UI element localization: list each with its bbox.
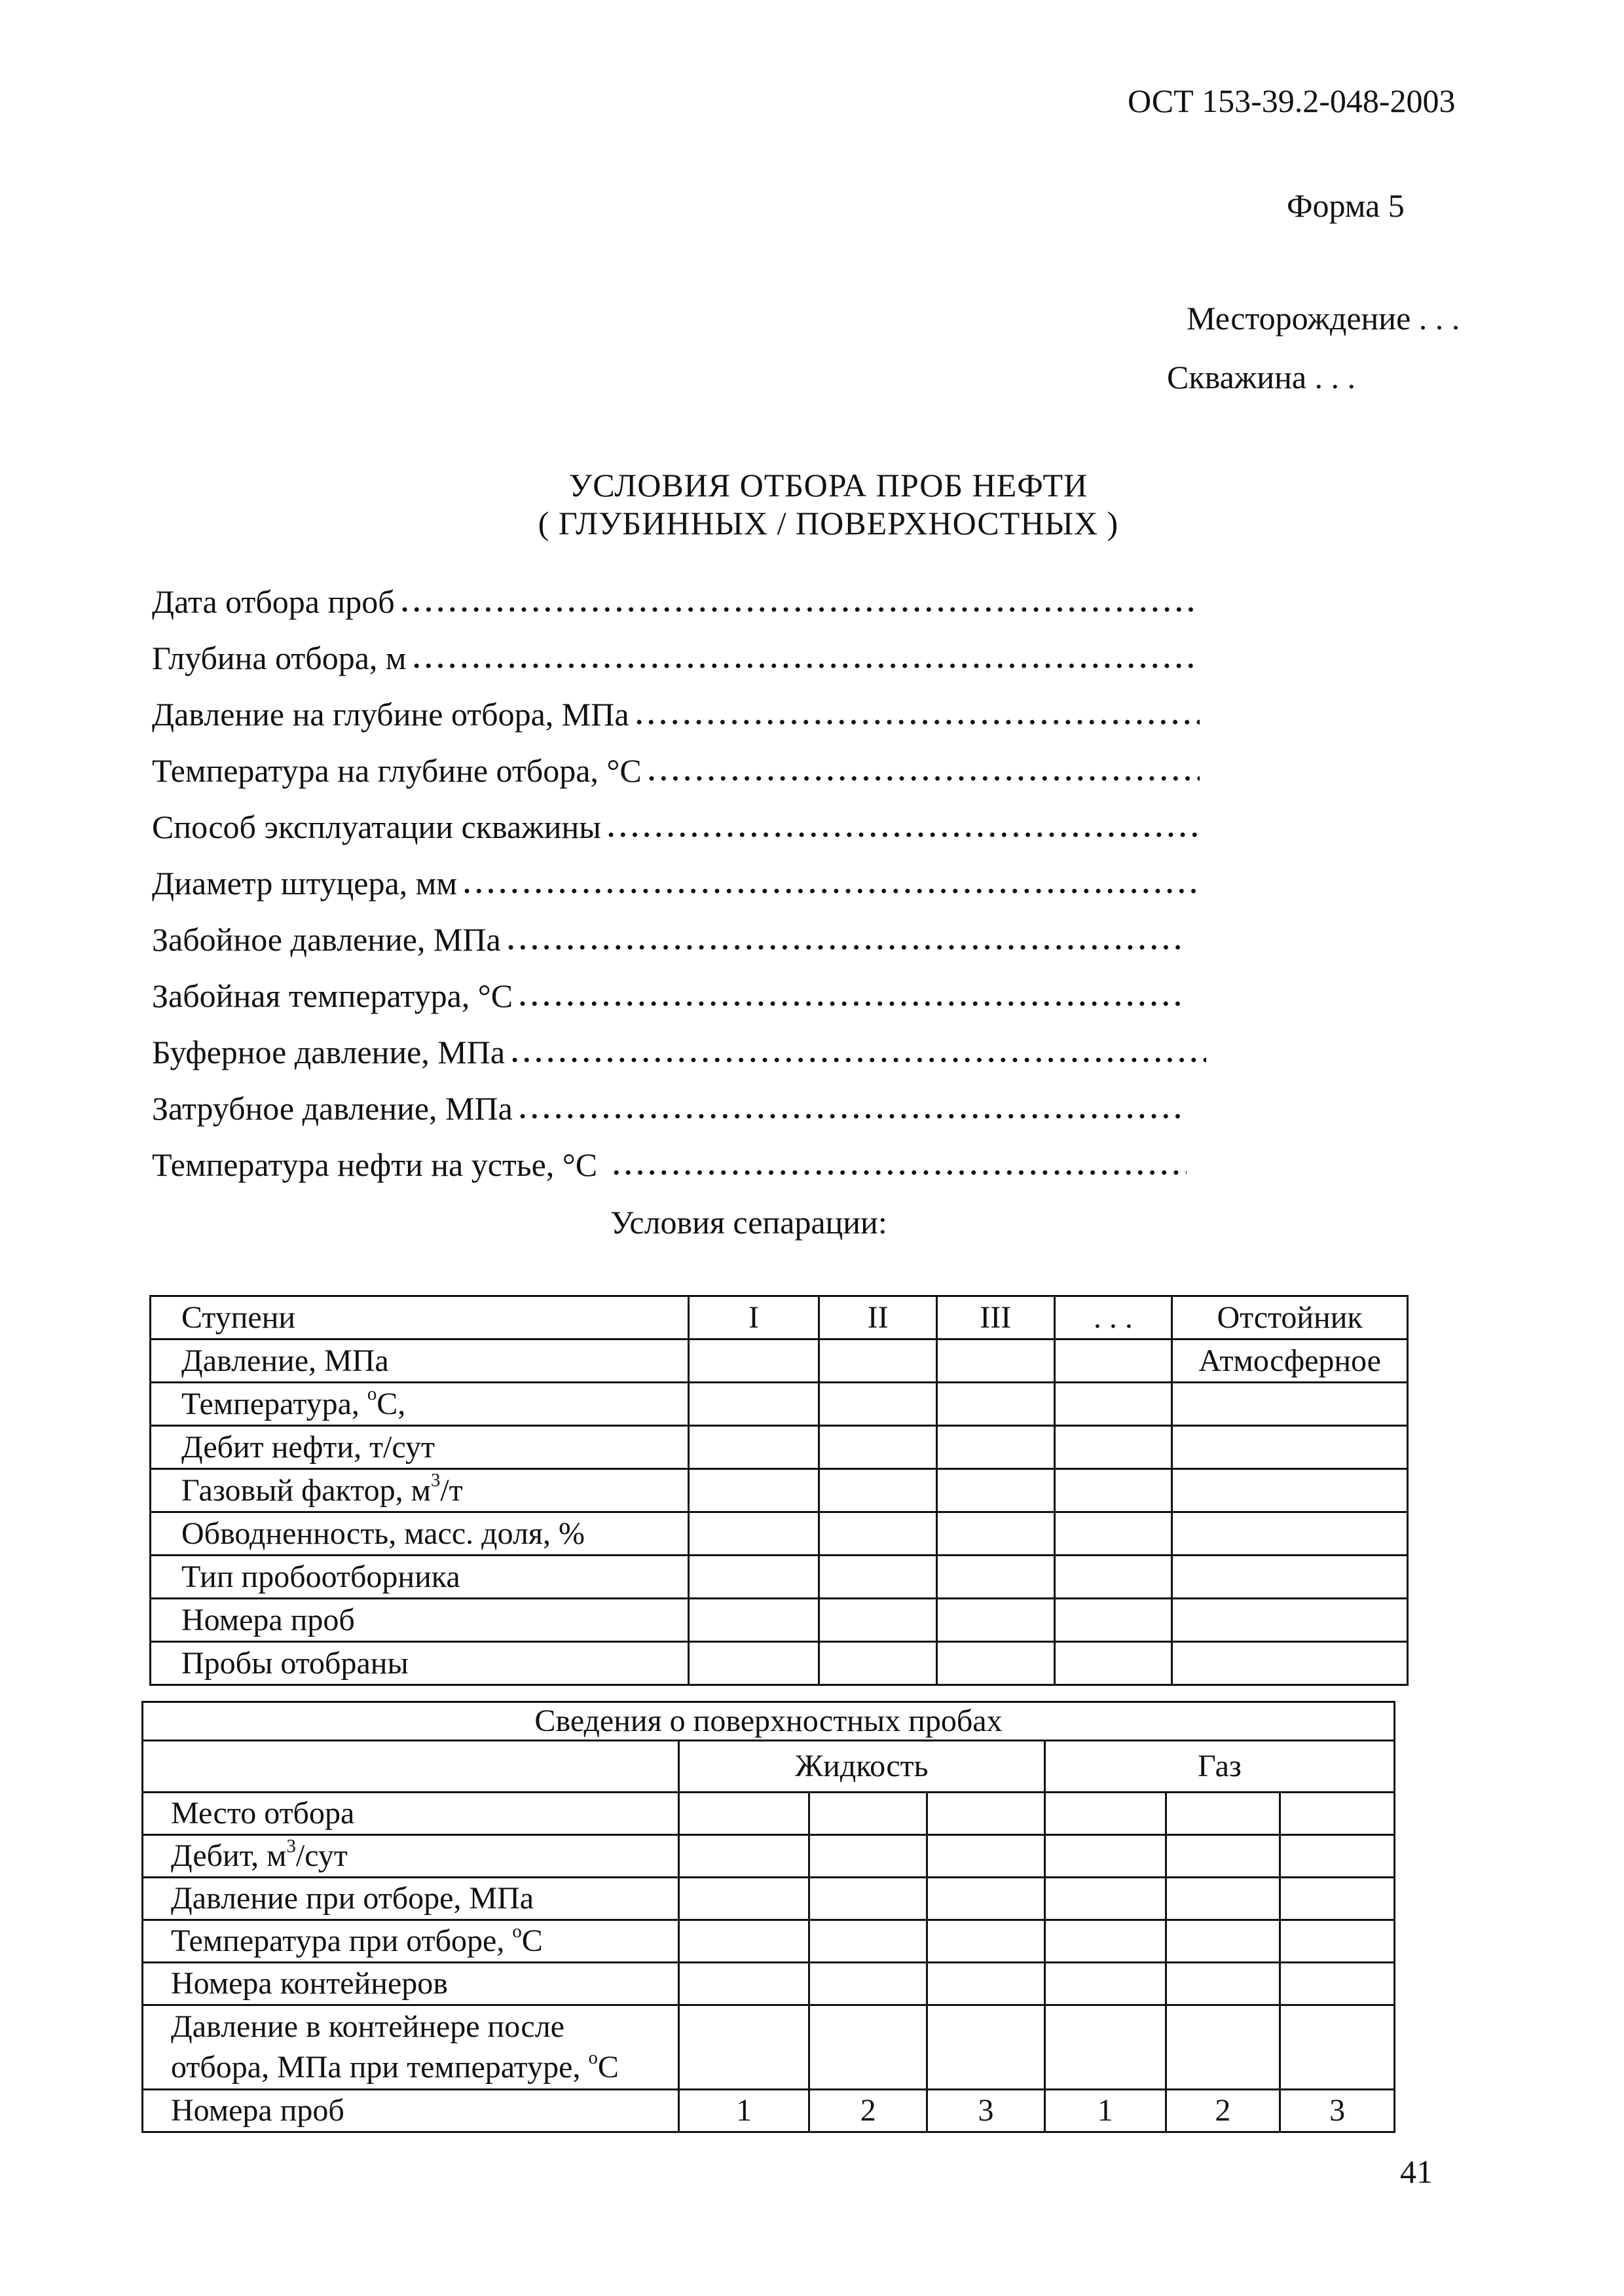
page-title: УСЛОВИЯ ОТБОРА ПРОБ НЕФТИ (568, 467, 1088, 503)
table-cell[interactable] (1166, 1793, 1280, 1835)
table-cell[interactable] (688, 1642, 819, 1685)
table-cell[interactable] (819, 1512, 937, 1556)
table-cell[interactable] (1280, 2005, 1395, 2090)
table-cell[interactable] (809, 1920, 927, 1963)
table-cell[interactable] (1172, 1383, 1408, 1426)
table-cell[interactable] (809, 1963, 927, 2005)
row-label: Дебит, $м^3$/сут (143, 1835, 679, 1878)
fill-line (399, 606, 1200, 613)
table-cell[interactable] (809, 1878, 927, 1920)
table-cell[interactable] (678, 1920, 809, 1963)
table-row (151, 1512, 1408, 1556)
table-cell[interactable] (927, 1963, 1045, 2005)
form-number: Форма 5 (1287, 187, 1405, 224)
page-number: 41 (1400, 2153, 1433, 2190)
field-operation-method (152, 808, 1200, 846)
table-cell[interactable] (809, 2005, 927, 2090)
sample-number: 1 (1044, 2090, 1166, 2132)
row-label: Пробы отобраны (151, 1642, 689, 1685)
field-annulus-pressure (152, 1089, 1187, 1127)
fill-line (509, 1057, 1206, 1063)
table-cell[interactable] (936, 1339, 1054, 1383)
header-cell: Отстойник (1172, 1296, 1408, 1339)
table-row (151, 1599, 1408, 1642)
table-cell[interactable] (819, 1339, 937, 1383)
table-cell[interactable] (1044, 2005, 1166, 2090)
field-label: Дата отбора проб (152, 583, 395, 620)
field-wellhead-oil-temperature (152, 1146, 1187, 1184)
table-row (151, 1556, 1408, 1599)
table-cell[interactable] (688, 1469, 819, 1512)
section-title: Сведения о поверхностных пробах (143, 1702, 1395, 1741)
table-cell[interactable] (1166, 1878, 1280, 1920)
table-cell[interactable] (1166, 2005, 1280, 2090)
table-cell[interactable] (1054, 1642, 1172, 1685)
table-cell[interactable] (1280, 1793, 1395, 1835)
table-cell[interactable] (927, 1920, 1045, 1963)
row-label: Номера проб (143, 2090, 679, 2132)
table-cell[interactable] (1172, 1469, 1408, 1512)
table-row (151, 1642, 1408, 1685)
field-sampling-depth (152, 639, 1200, 677)
row-label: Давление при отборе, МПа (143, 1878, 679, 1920)
field-label: Температура нефти на устье, °С (152, 1146, 598, 1183)
field-depth-pressure (152, 695, 1200, 733)
table-cell[interactable] (1054, 1383, 1172, 1426)
table-cell[interactable] (819, 1599, 937, 1642)
field-label: Забойное давление, МПа (152, 921, 501, 958)
sample-number: 2 (809, 2090, 927, 2132)
table-cell[interactable] (927, 1793, 1045, 1835)
field-label: Температура на глубине отбора, °С (152, 752, 642, 789)
liquid-header: Жидкость (678, 1741, 1044, 1793)
table-row (143, 2090, 1395, 2132)
row-label: Дебит нефти, т/сут (151, 1426, 689, 1469)
table-cell[interactable] (927, 1878, 1045, 1920)
table-row (151, 1383, 1408, 1426)
row-label: Газовый фактор, $м^3/т$ (151, 1469, 689, 1512)
document-code: ОСТ 153-39.2-048-2003 (1128, 82, 1456, 119)
field-name-label: Месторождение . . . (1187, 300, 1460, 337)
field-label: Затрубное давление, МПа (152, 1090, 513, 1127)
row-label: Тип пробоотборника (151, 1556, 689, 1599)
page-subtitle: ( ГЛУБИННЫХ / ПОВЕРХНОСТНЫХ ) (538, 505, 1119, 541)
field-label: Давление на глубине отбора, МПа (152, 696, 629, 733)
table-cell[interactable] (688, 1426, 819, 1469)
fill-line (517, 1000, 1187, 1007)
table-cell[interactable] (688, 1512, 819, 1556)
row-label: Обводненность, масс. доля, % (151, 1512, 689, 1556)
table-cell[interactable] (1172, 1642, 1408, 1685)
header-cell: Ступени (151, 1296, 689, 1339)
table-cell[interactable] (936, 1556, 1054, 1599)
table-cell[interactable] (1054, 1599, 1172, 1642)
row-label-line: Давление в контейнере после (171, 2009, 564, 2044)
table-cell[interactable] (819, 1469, 937, 1512)
table-cell[interactable] (688, 1339, 819, 1383)
field-bottomhole-temperature (152, 977, 1187, 1015)
fill-line (633, 719, 1200, 725)
table-cell[interactable] (1054, 1556, 1172, 1599)
table-cell[interactable] (936, 1599, 1054, 1642)
group-header-row (143, 1741, 1395, 1793)
table-cell[interactable] (1166, 1963, 1280, 2005)
separation-conditions-title: Условия сепарации: (610, 1204, 887, 1241)
table-row (151, 1426, 1408, 1469)
field-label: Способ эксплуатации скважины (152, 809, 601, 845)
table-row (151, 1469, 1408, 1512)
field-label: Буферное давление, МПа (152, 1034, 506, 1070)
header-cell: III (936, 1296, 1054, 1339)
table-row (143, 1920, 1395, 1963)
table-cell[interactable] (1172, 1512, 1408, 1556)
table-cell[interactable] (1054, 1512, 1172, 1556)
table-row (143, 1963, 1395, 2005)
fill-line (610, 1169, 1187, 1176)
table-cell[interactable] (1044, 1878, 1166, 1920)
table-cell[interactable] (1280, 1835, 1395, 1878)
table-cell[interactable] (1166, 1920, 1280, 1963)
table-cell[interactable] (1044, 1793, 1166, 1835)
table-cell[interactable] (1172, 1556, 1408, 1599)
table-cell[interactable] (809, 1835, 927, 1878)
row-label: Номера контейнеров (143, 1963, 679, 2005)
table-cell[interactable] (678, 1963, 809, 2005)
table-cell (143, 1741, 679, 1793)
fill-line (605, 831, 1200, 838)
field-buffer-pressure (152, 1033, 1206, 1071)
field-choke-diameter (152, 864, 1200, 902)
table-row (151, 1339, 1408, 1383)
table-cell[interactable] (1280, 1963, 1395, 2005)
table-cell[interactable] (819, 1426, 937, 1469)
field-label: Диаметр штуцера, мм (152, 865, 457, 902)
gas-header: Газ (1044, 1741, 1394, 1793)
table-cell[interactable] (678, 2005, 809, 2090)
sample-number: 2 (1166, 2090, 1280, 2132)
table-cell[interactable] (1044, 1963, 1166, 2005)
sample-number: 1 (678, 2090, 809, 2132)
fill-line (646, 775, 1200, 782)
table-cell[interactable] (936, 1512, 1054, 1556)
field-sampling-date (152, 583, 1200, 621)
row-label: Место отбора (143, 1793, 679, 1835)
fill-line (411, 663, 1200, 669)
table-cell[interactable] (936, 1383, 1054, 1426)
header-cell: II (819, 1296, 937, 1339)
table-cell[interactable] (927, 2005, 1045, 2090)
fill-line (461, 888, 1200, 894)
table-cell[interactable] (819, 1556, 937, 1599)
table-cell[interactable] (1172, 1599, 1408, 1642)
field-depth-temperature (152, 752, 1200, 790)
table-cell[interactable] (678, 1835, 809, 1878)
table-cell[interactable] (1054, 1426, 1172, 1469)
table-row (143, 2005, 1395, 2090)
table-cell[interactable] (809, 1793, 927, 1835)
table-cell[interactable] (1054, 1339, 1172, 1383)
sample-number: 3 (927, 2090, 1045, 2132)
table-cell[interactable] (688, 1383, 819, 1426)
field-label: Глубина отбора, м (152, 640, 407, 676)
header-cell: . . . (1054, 1296, 1172, 1339)
table-cell[interactable] (1044, 1920, 1166, 1963)
header-cell: I (688, 1296, 819, 1339)
table-cell[interactable] (1172, 1426, 1408, 1469)
table-cell[interactable] (688, 1599, 819, 1642)
row-label: Температура, $^o$С, (151, 1383, 689, 1426)
section-title-row (143, 1702, 1395, 1741)
table-cell[interactable] (678, 1878, 809, 1920)
row-label: Давление в контейнере после отбора, МПа при температуре, $^o$С (143, 2005, 679, 2090)
row-label: Давление, МПа (151, 1339, 689, 1383)
table-cell[interactable] (1280, 1920, 1395, 1963)
row-label: Номера проб (151, 1599, 689, 1642)
table-cell[interactable] (1166, 1835, 1280, 1878)
row-label: Температура при отборе, $^o$С (143, 1920, 679, 1963)
table-row (143, 1835, 1395, 1878)
table-header-row (151, 1296, 1408, 1339)
field-bottomhole-pressure (152, 920, 1187, 958)
table-cell[interactable] (1280, 1878, 1395, 1920)
table-cell[interactable] (819, 1642, 937, 1685)
table-cell[interactable] (819, 1383, 937, 1426)
table-cell[interactable] (927, 1835, 1045, 1878)
table-cell: Атмосферное (1172, 1339, 1408, 1383)
table-cell[interactable] (678, 1793, 809, 1835)
field-label: Забойная температура, °С (152, 977, 513, 1014)
table-row (143, 1793, 1395, 1835)
table-cell[interactable] (1044, 1835, 1166, 1878)
table-cell[interactable] (1054, 1469, 1172, 1512)
fill-line (505, 944, 1187, 951)
well-label: Скважина . . . (1167, 359, 1356, 395)
table-cell[interactable] (936, 1469, 1054, 1512)
sample-number: 3 (1280, 2090, 1395, 2132)
table-cell[interactable] (936, 1426, 1054, 1469)
surface-samples-table (141, 1701, 1395, 2133)
fill-line (517, 1113, 1187, 1120)
table-cell[interactable] (936, 1642, 1054, 1685)
separation-table (149, 1295, 1409, 1686)
table-row (143, 1878, 1395, 1920)
table-cell[interactable] (688, 1556, 819, 1599)
